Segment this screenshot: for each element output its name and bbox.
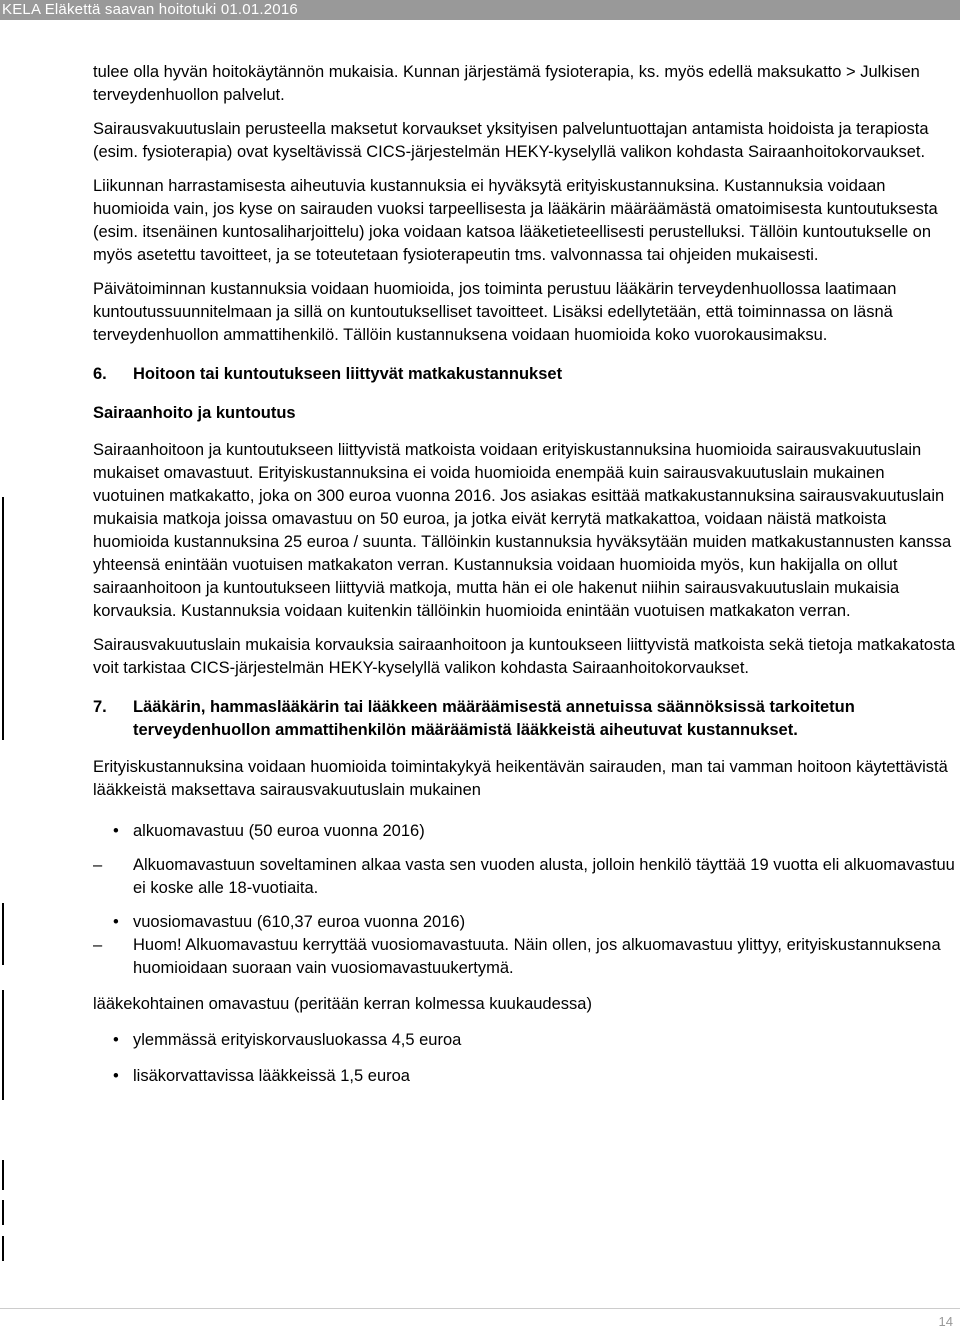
section-title: Hoitoon tai kuntoutukseen liittyvät matkakustannukset [133, 365, 563, 383]
sub-list-item-text: Alkuomavastuun soveltaminen alkaa vasta sen vuoden alusta, jolloin henkilö täyttää 19 vuotta eli alkuomavastuu ei koske alle 18-vuotiaita. [133, 856, 955, 897]
sub-list-item-text: Huom! Alkuomavastuu kerryttää vuosiomavastuuta. Näin ollen, jos alkuomavastuu ylittyy, erityiskustannuksena huomioidaan suoraan vain vuosiomavastuukertymä. [133, 936, 941, 977]
bullet-icon: • [113, 1031, 119, 1049]
section-number: 7. [93, 698, 107, 716]
paragraph: Liikunnan harrastamisesta aiheutuvia kustannuksia ei hyväksytä erityiskustannuksina. Kustannuksia voidaan huomioida vain, jos kyse on sairauden vuoksi tarpeellisesta ja lääkärin määräämästä omatoimisesta kuntoutuksesta (esim. itsenäinen kuntosaliharjoittelu) joka voidaan katsoa lääketieteellisesti perustelluksi. Tällöin kuntoutukselle on myös asetettu tavoitteet, ja se toteutetaan fysioterapeutin tms. valvonnassa tai ohjeiden mukaisesti. [93, 177, 938, 264]
list-item [93, 1065, 957, 1088]
list-item-text: ylemmässä erityiskorvausluokassa 4,5 euroa [133, 1031, 462, 1049]
section-heading-6 [93, 363, 957, 386]
revision-bar [2, 1160, 4, 1190]
list-item [93, 820, 957, 843]
header-bar [0, 0, 960, 20]
bullet-list [93, 1029, 957, 1088]
dash-icon: – [93, 856, 103, 874]
paragraph: Päivätoiminnan kustannuksia voidaan huomioida, jos toiminta perustuu lääkärin terveydenhuollossa laatimaan kuntoutussuunnitelmaan ja sillä on kuntoutukselliset tavoitteet. Lisäksi edellytetään, että toiminnassa on läsnä terveydenhuollon ammattihenkilö. Tällöin kustannuksena voidaan huomioida koko vuorokausimaksu. [93, 280, 897, 344]
footer-divider [0, 1308, 960, 1309]
bullet-icon: • [113, 913, 119, 931]
revision-bar [2, 903, 4, 965]
document-title: KELA Eläkettä saavan hoitotuki 01.01.2016 [2, 1, 298, 18]
revision-bar [2, 497, 4, 740]
subheading: Sairaanhoito ja kuntoutus [93, 404, 296, 422]
section-number: 6. [93, 365, 107, 383]
revision-bar [2, 1200, 4, 1225]
revision-bar [2, 1236, 4, 1261]
page-number: 14 [938, 1314, 953, 1329]
bullet-icon: • [113, 1067, 119, 1085]
document-body [93, 61, 957, 1088]
dash-icon: – [93, 936, 103, 954]
paragraph: tulee olla hyvän hoitokäytännön mukaisia. Kunnan järjestämä fysioterapia, ks. myös edellä maksukatto > Julkisen terveydenhuollon palvelut. [93, 63, 920, 104]
list-item-text: alkuomavastuu (50 euroa vuonna 2016) [133, 822, 425, 840]
revision-bar [2, 990, 4, 1100]
bullet-list [93, 820, 957, 843]
sub-list-item [53, 934, 957, 980]
paragraph: Erityiskustannuksina voidaan huomioida toimintakykyä heikentävän sairauden, man tai vamman hoitoon käytettävistä lääkkeistä maksettava sairausvakuutuslain mukainen [93, 758, 948, 799]
list-item-text: vuosiomavastuu (610,37 euroa vuonna 2016) [133, 913, 466, 931]
bullet-icon: • [113, 822, 119, 840]
bullet-list [93, 911, 957, 934]
sub-list-item [53, 854, 957, 900]
paragraph: Sairausvakuutuslain perusteella maksetut korvaukset yksityisen palveluntuottajan antamista hoidoista ja terapiosta (esim. fysioterapia) ovat kyseltävissä CICS-järjestelmän HEKY-kyselyllä valikon kohdasta Sairaanhoitokorvaukset. [93, 120, 929, 161]
paragraph: lääkekohtainen omavastuu (peritään kerran kolmessa kuukaudessa) [93, 995, 592, 1013]
paragraph: Sairausvakuutuslain mukaisia korvauksia sairaanhoitoon ja kuntoukseen liittyvistä matkoista sekä tietoja matkakatosta voit tarkistaa CICS-järjestelmän HEKY-kyselyllä valikon kohdasta Sairaanhoitokorvaukset. [93, 636, 956, 677]
list-item [93, 911, 957, 934]
list-item [93, 1029, 957, 1052]
paragraph: Sairaanhoitoon ja kuntoutukseen liittyvistä matkoista voidaan erityiskustannuksina huomioida sairausvakuutuslain mukaiset omavastuut. Erityiskustannuksina ei voida huomioida enempää kuin sairausvakuutuslain mukainen vuotuinen matkakatto, joka on 300 euroa vuonna 2016. Jos asiakas esittää matkakustannuksina sairausvakuutuslain mukaisia matkoja joissa omavastuu on 50 euroa, ja jotka eivät kerrytä matkakattoa, voidaan näistä matkoista huomioida kustannuksina 25 euroa / suunta. Tällöinkin kustannuksia hyväksytään muiden matkakustannusten kanssa yhteensä enintään vuotuisen matkakaton verran. Kustannuksia voidaan huomioida myös, kun hakijalla on ollut sairaanhoitoon ja kuntoutukseen liittyviä matkoja, mutta hän ei ole hakenut niihin sairausvakuutuslain mukaisia korvauksia. Kustannuksia voidaan kuitenkin tällöinkin huomioida enintään vuotuisen matkakaton verran. [93, 441, 952, 620]
list-item-text: lisäkorvattavissa lääkkeissä 1,5 euroa [133, 1067, 410, 1085]
section-heading-7 [93, 696, 957, 742]
section-title: Lääkärin, hammaslääkärin tai lääkkeen määräämisestä annetuissa säännöksissä tarkoitetun terveydenhuollon ammattihenkilön määräämistä lääkkeistä aiheutuvat kustannukset. [133, 698, 855, 739]
